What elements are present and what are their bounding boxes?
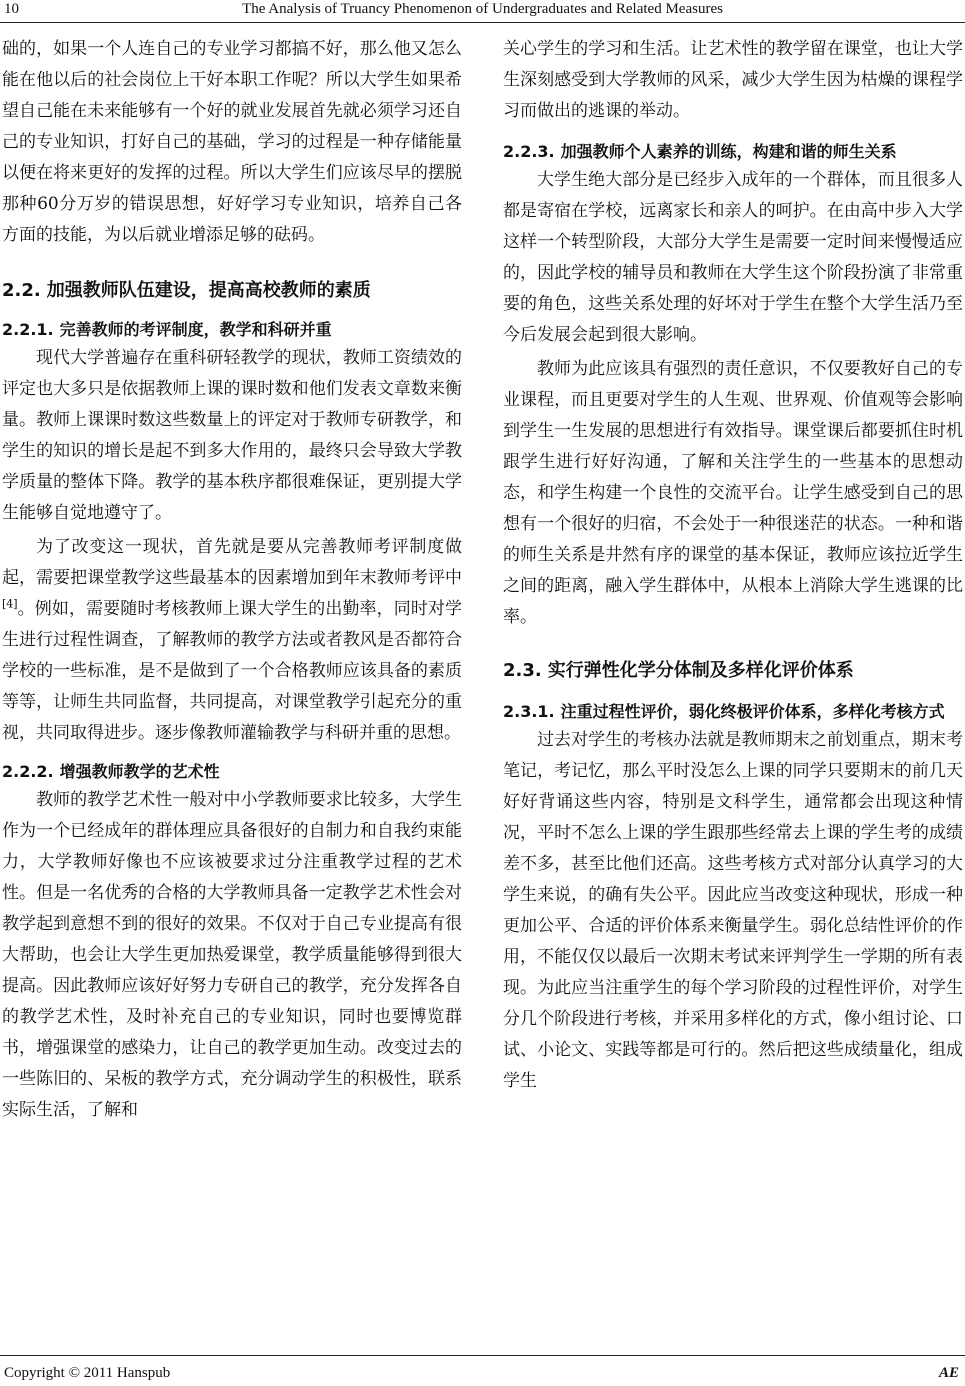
journal-abbrev: AE bbox=[938, 1365, 959, 1381]
subsection-heading-2-3-1 bbox=[503, 699, 963, 725]
subsection-title: 增强教师教学的艺术性 bbox=[59, 762, 220, 781]
subsection-number: 2.3.1. bbox=[503, 702, 555, 721]
paragraph: 过去对学生的考核办法就是教师期末之前划重点，期末考笔记，考记忆，那么平时没怎么上课的同学只要期末的前几天好好背诵这些内容，特别是文科学生，通常都会出现这种情况，平时不怎么上课的学生跟那些经常去上课的学生考的成绩差不多，甚至比他们还高。这些考核方式对部分认真学习的大学生来说，的确有失公平。因此应当改变这种现状，形成一种更加公平、合适的评价体系来衡量学生。弱化总结性评价的作用，不能仅仅以最后一次期末考试来评判学生一学期的所有表现。为此应当注重学生的每个学习阶段的过程性评价，对学生分几个阶段进行考核，并采用多样化的方式，像小组讨论、口试、小论文、实践等都是可行的。然后把这些成绩量化，组成学生 bbox=[503, 730, 963, 1091]
paragraph: 础的，如果一个人连自己的专业学习都搞不好，那么他又怎么能在他以后的社会岗位上干好本职工作呢？所以大学生如果希望自己能在未来能够有一个好的就业发展首先就必须学习还自己的专业知识，打好自己的基础，学习的过程是一种存储能量以便在将来更好的发挥的过程。所以大学生们应该尽早的摆脱那种60分万岁的错误思想，好好学习专业知识，培养自己各方面的技能，为以后就业增添足够的砝码。 bbox=[2, 39, 462, 245]
paragraph: 现代大学普遍存在重科研轻教学的现状，教师工资绩效的评定也大多只是依据教师上课的课时数和他们发表文章数来衡量。教师上课课时数这些数量上的评定对于教师专研教学，和学生的知识的增长是起不到多大作用的，最终只会导致大学教学质量的整体下降。教学的基本秩序都很难保证，更别提大学生能够自觉地遵守了。 bbox=[2, 348, 462, 523]
header-rule bbox=[0, 22, 965, 23]
subsection-number: 2.2.1. bbox=[2, 320, 54, 339]
subsection-heading-2-2-2 bbox=[2, 759, 462, 785]
copyright: Copyright © 2011 Hanspub bbox=[4, 1365, 171, 1381]
left-column bbox=[2, 34, 462, 1126]
subsection-number: 2.2.3. bbox=[503, 142, 555, 161]
running-title: The Analysis of Truancy Phenomenon of Undergraduates and Related Measures bbox=[242, 1, 723, 17]
paragraph-text: 为了改变这一现状，首先就是要从完善教师考评制度做起，需要把课堂教学这些最基本的因素增加到年末教师考评中 bbox=[2, 537, 462, 588]
paragraph: 关心学生的学习和生活。让艺术性的教学留在课堂，也让大学生深刻感受到大学教师的风采，减少大学生因为枯燥的课程学习而做出的逃课的举动。 bbox=[503, 39, 963, 121]
subsection-title: 注重过程性评价，弱化终极评价体系，多样化考核方式 bbox=[560, 702, 945, 721]
paragraph-text: 。例如，需要随时考核教师上课大学生的出勤率，同时对学生进行过程性调查，了解教师的教学方法或者教风是否都符合学校的一些标准，是不是做到了一个合格教师应该具备的素质等等，让师生共同监督，共同提高，对课堂教学引起充分的重视，共同取得进步。逐步像教师灌输教学与科研并重的思想。 bbox=[2, 599, 462, 743]
page-number: 10 bbox=[4, 1, 19, 17]
subsection-title: 加强教师个人素养的训练，构建和谐的师生关系 bbox=[560, 142, 897, 161]
right-column bbox=[503, 34, 963, 1097]
page-header bbox=[0, 0, 965, 22]
paragraph: 大学生绝大部分是已经步入成年的一个群体，而且很多人都是寄宿在学校，远离家长和亲人的呵护。在由高中步入大学这样一个转型阶段，大部分大学生是需要一定时间来慢慢适应的，因此学校的辅导员和教师在大学生这个阶段扮演了非常重要的角色，这些关系处理的好坏对于学生在整个大学生活乃至今后发展会起到很大影响。 bbox=[503, 170, 963, 345]
section-title: 加强教师队伍建设，提高高校教师的素质 bbox=[46, 280, 371, 301]
section-heading-2-2 bbox=[2, 277, 462, 305]
section-number: 2.3. bbox=[503, 660, 542, 681]
paragraph: 教师的教学艺术性一般对中小学教师要求比较多，大学生作为一个已经成年的群体理应具备很好的自制力和自我约束能力，大学教师好像也不应该被要求过分注重教学过程的艺术性。但是一名优秀的合格的大学教师具备一定教学艺术性会对教学起到意想不到的很好的效果。不仅对于自己专业提高有很大帮助，也会让大学生更加热爱课堂，教学质量能够得到很大提高。因此教师应该好好努力专研自己的教学，充分发挥各自的教学艺术性，及时补充自己的专业知识，同时也要博览群书，增强课堂的感染力，让自己的教学更加生动。改变过去的一些陈旧的、呆板的教学方式，充分调动学生的积极性，联系实际生活，了解和 bbox=[2, 790, 462, 1120]
page-footer bbox=[0, 1355, 965, 1385]
citation-ref[interactable]: [4] bbox=[2, 597, 18, 611]
paragraph: 教师为此应该具有强烈的责任意识，不仅要教好自己的专业课程，而且更要对学生的人生观、世界观、价值观等会影响到学生一生发展的思想进行有效指导。课堂课后都要抓住时机跟学生进行好好沟通，了解和关注学生的一些基本的思想动态，和学生构建一个良性的交流平台。让学生感受到自己的思想有一个很好的归宿，不会处于一种很迷茫的状态。一种和谐的师生关系是井然有序的课堂的基本保证，教师应该拉近学生之间的距离，融入学生群体中，从根本上消除大学生逃课的比率。 bbox=[503, 359, 963, 627]
subsection-heading-2-2-1 bbox=[2, 317, 462, 343]
footer-rule bbox=[0, 1355, 965, 1356]
section-number: 2.2. bbox=[2, 280, 41, 301]
subsection-title: 完善教师的考评制度，教学和科研并重 bbox=[59, 320, 332, 339]
section-title: 实行弹性化学分体制及多样化评价体系 bbox=[547, 660, 854, 681]
subsection-number: 2.2.2. bbox=[2, 762, 54, 781]
subsection-heading-2-2-3 bbox=[503, 139, 963, 165]
section-heading-2-3 bbox=[503, 657, 963, 685]
paragraph bbox=[2, 532, 462, 749]
